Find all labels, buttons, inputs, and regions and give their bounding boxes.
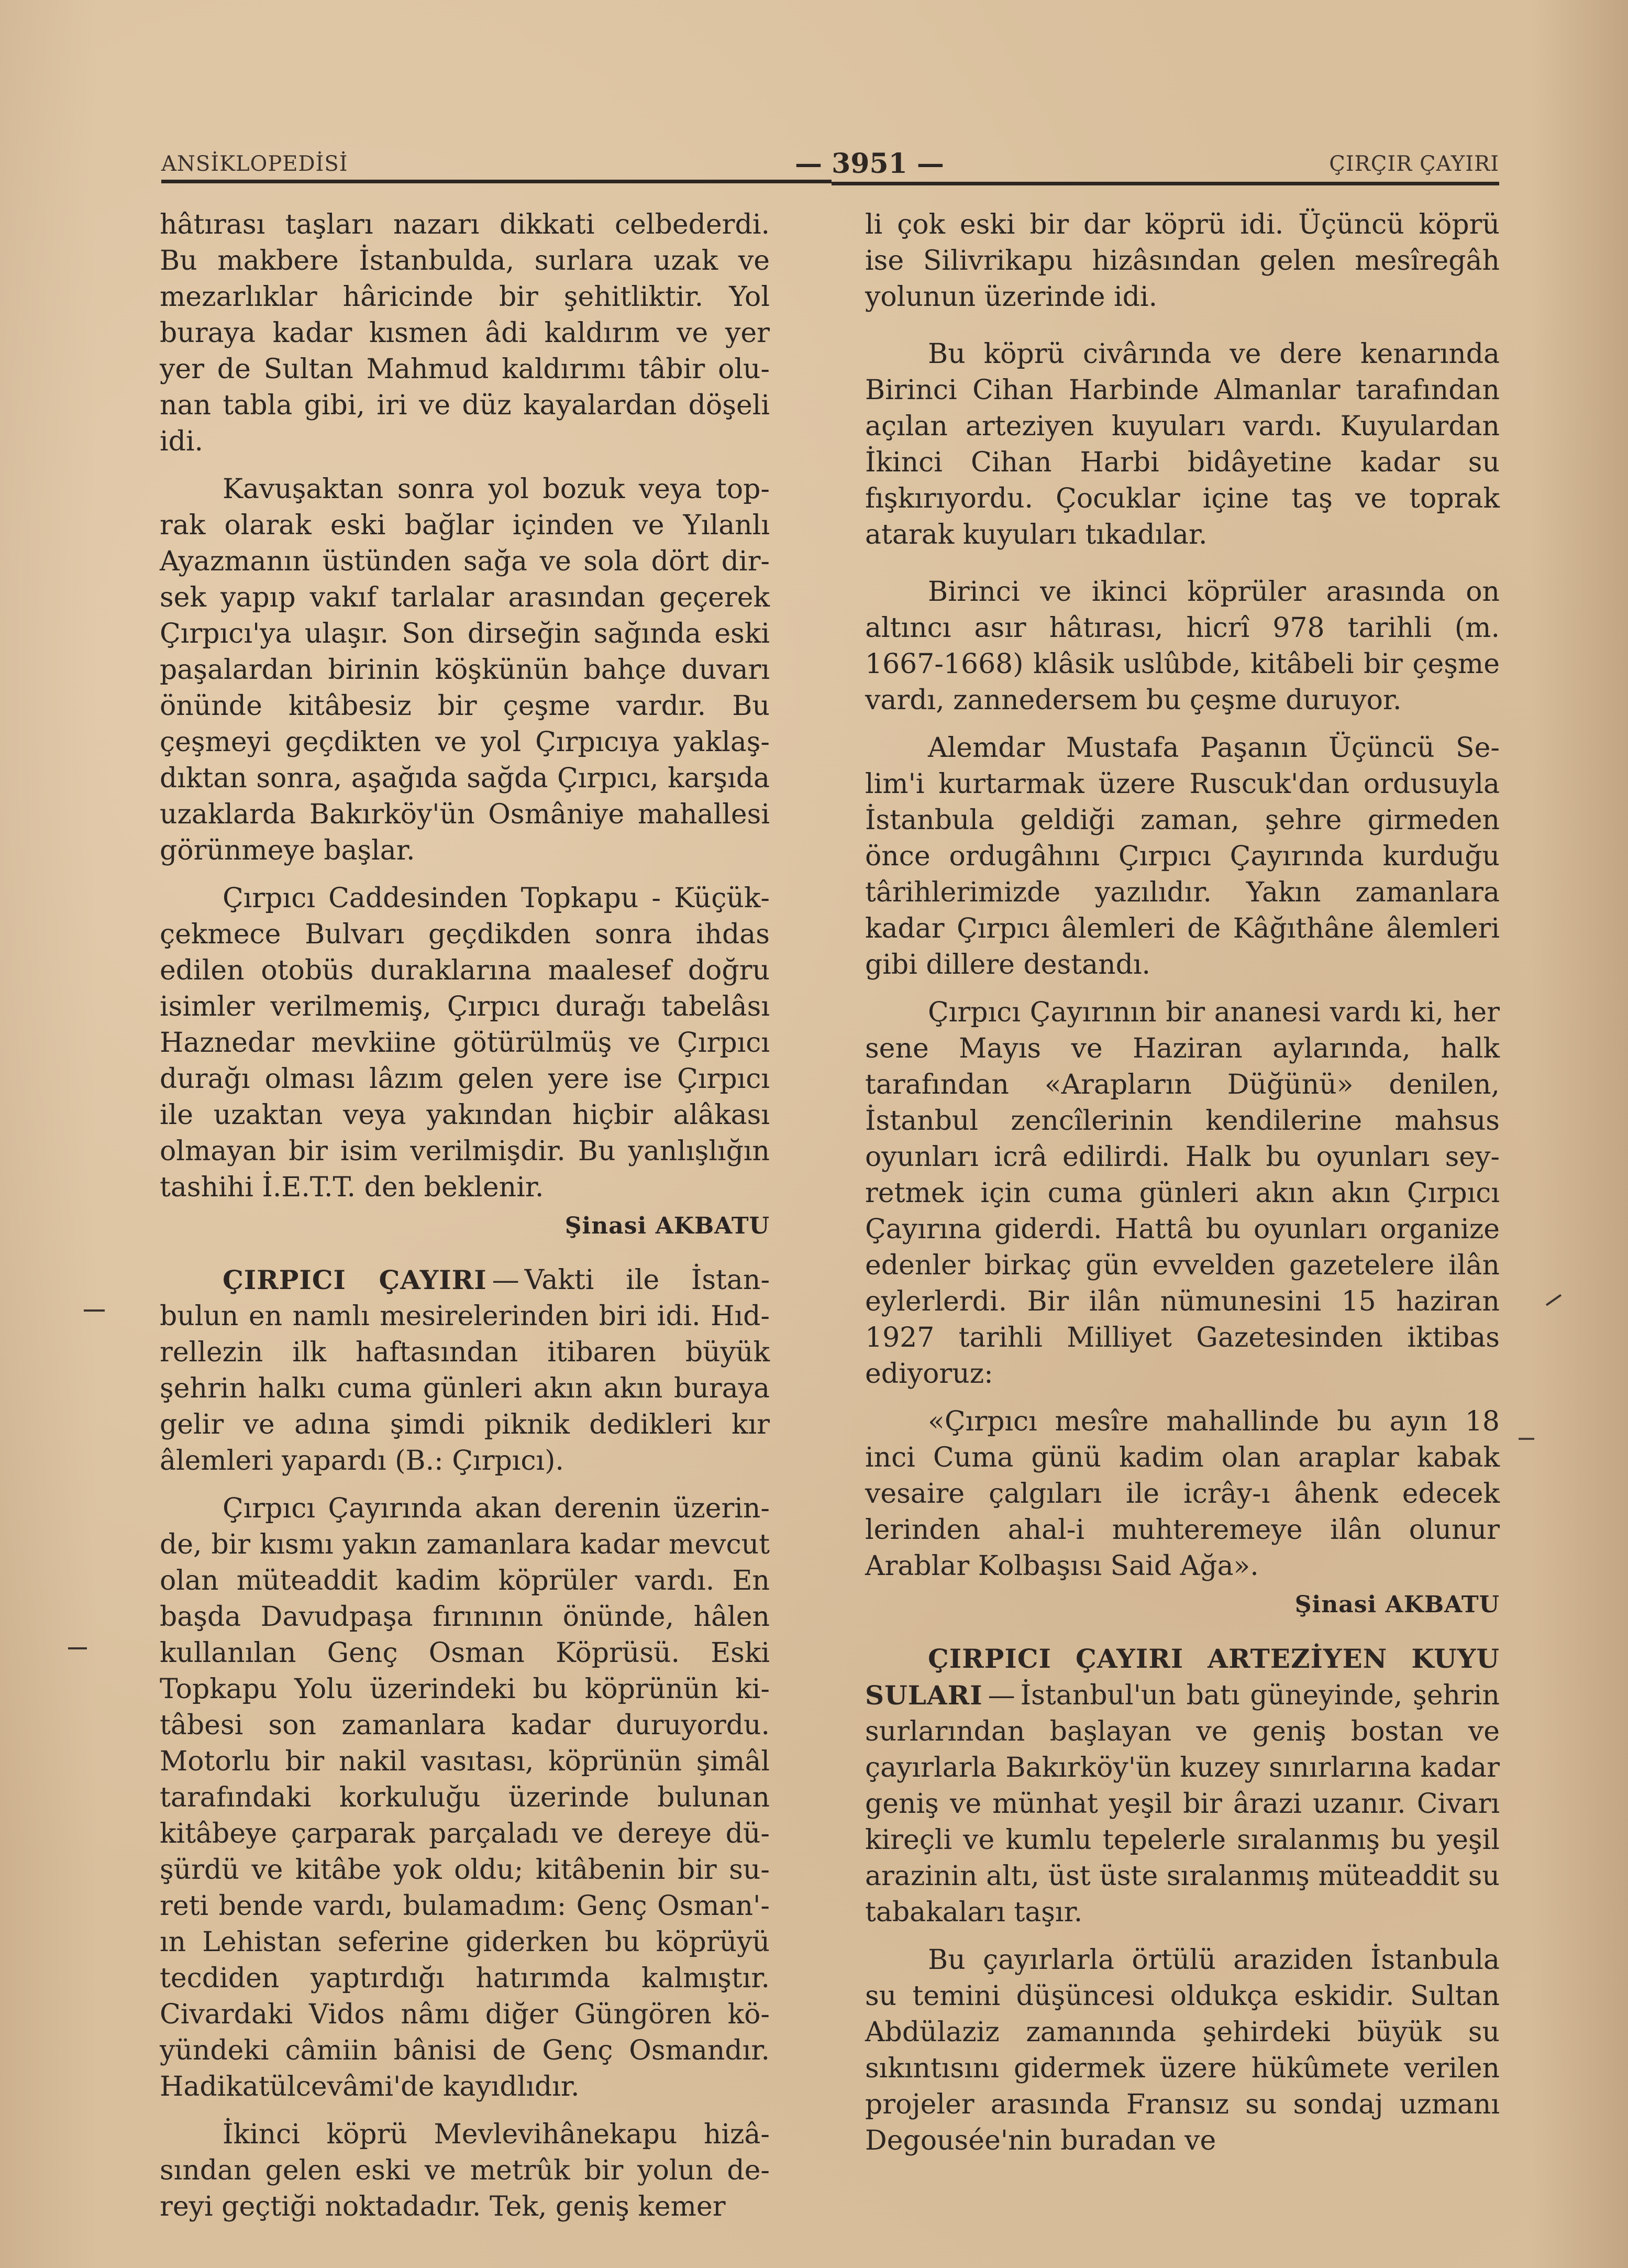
running-head xyxy=(161,148,1499,184)
paragraph: Kavuşaktan sonra yol bozuk veya toprak olarak eski bağlar içinden ve Yılanlı Ayazmanın üstünden sağa ve sola dört dirsek yapıp vakıf tarlalar arasından geçerek Çırpıcı'ya ulaşır. Son dirseğin sağında eski paşalardan birinin köşkünün bahçe duvarı önünde kitâbesiz bir çeşme vardır. Bu çeşmeyi geçdikten ve yol Çırpıcıya yaklaşdıktan sonra, aşağıda sağda Çırpıcı, karşıda uzaklarda Bakırköy'ün Osmâniye mahallesi görünmeye başlar. xyxy=(160,474,770,866)
entry-dash: — xyxy=(988,1680,1015,1711)
running-head-entry: ÇIRÇIR ÇAYIRI xyxy=(1329,152,1499,176)
header-rule-left xyxy=(161,180,832,183)
running-head-title: ANSİKLOPEDİSİ xyxy=(161,152,348,176)
paragraph: Çırpıcı Çayırında akan derenin üzerinde, bir kısmı yakın zamanlara kadar mevcut olan müteaddit kadim köprüler vardı. En başda Davudpaşa fırınının önünde, hâlen kullanılan Genç Osman Köprüsü. Eski Topkapu Yolu üzerindeki bu köprünün kitâbesi son zamanlara kadar duruyordu. Motorlu bir nakil vasıtası, köprünün şimâl tarafındaki korkuluğu üzerinde bulunan kitâbeye çarparak parçaladı ve dereye düşürdü ve kitâbe yok oldu; kitâbenin bir sureti bende vardı, bulamadım: Genç Osman'ın Lehistan seferine giderken bu köprüyü tecdiden yaptırdığı hatırımda kalmıştır. Civardaki Vidos nâmı diğer Güngören köyündeki câmiin bânisi de Genç Osmandır. Hadikatülcevâmi'de kayıdlıdır. xyxy=(160,1493,770,2102)
paragraph: hâtırası taşları nazarı dikkati celbederdi. Bu makbere İstanbulda, surlara uzak ve mezarlıklar hâricinde bir şehitliktir. Yol buraya kadar kısmen âdi kaldırım ve yer yer de Sultan Mahmud kaldırımı tâbir olunan tabla gibi, iri ve düz kayalardan döşeli idi. xyxy=(160,209,770,457)
paragraph: Birinci ve ikinci köprüler arasında on altıncı asır hâtırası, hicrî 978 tarihli (m. 1667-1668) klâsik uslûbde, kitâbeli bir çeşme vardı, zannedersem bu çeşme duruyor. xyxy=(865,576,1500,716)
paragraph: Bu çayırlarla örtülü araziden İstanbula su temini düşüncesi oldukça eskidir. Sultan Abdülaziz zamanında şehirdeki büyük su sıkıntısını gidermek üzere hükûmete verilen projeler arasında Fransız su sondaj uzmanı Degousée'nin buradan ve xyxy=(865,1944,1500,2156)
margin-pencil-mark xyxy=(1519,1438,1534,1440)
header-rule-right xyxy=(832,182,1499,185)
entry-dash: — xyxy=(492,1264,519,1296)
paragraph: li çok eski bir dar köprü idi. Üçüncü köprü ise Silivrikapu hizâsından gelen mesîregâh yolunun üzerinde idi. xyxy=(865,209,1500,313)
entry-paragraph xyxy=(865,1641,1500,1931)
margin-pencil-mark xyxy=(84,1309,105,1312)
margin-pencil-mark xyxy=(68,1647,87,1649)
paragraph: Bu köprü civârında ve dere kenarında Birinci Cihan Harbinde Almanlar tarafından açılan arteziyen kuyuları vardı. Kuyulardan İkinci Cihan Harbi bidâyetine kadar su fışkırıyordu. Çocuklar içine taş ve toprak atarak kuyuları tıkadılar. xyxy=(865,338,1500,551)
paragraph: İkinci köprü Mevlevihânekapu hizâsından gelen eski ve metrûk bir yolun dereyi geçtiği noktadadır. Tek, geniş kemer xyxy=(160,2119,770,2222)
margin-pencil-mark xyxy=(1546,1294,1561,1306)
entry-text: Vakti ile İstanbulun en namlı mesirelerinden biri idi. Hıdrellezin ilk haftasından itibaren büyük şehrin halkı cuma günleri akın akın buraya gelir ve adına şimdi piknik dedikleri kır âlemleri yapardı (B.: Çırpıcı). xyxy=(160,1264,770,1477)
entry-title: ÇIRPICI ÇAYIRI xyxy=(223,1264,487,1295)
paragraph: Çırpıcı Caddesinden Topkapu - Küçükçekmece Bulvarı geçdikden sonra ihdas edilen otobüs duraklarına maalesef doğru isimler verilmemiş, Çırpıcı durağı tabelâsı Haznedar mevkiine götürülmüş ve Çırpıcı durağı olması lâzım gelen yere ise Çırpıcı ile uzaktan veya yakından hiçbir alâkası olmayan bir isim verilmişdir. Bu yanlışlığın tashihi İ.E.T.T. den beklenir. xyxy=(160,883,770,1203)
entry-text: İstanbul'un batı güneyinde, şehrin surlarından başlayan ve geniş bostan ve çayırlarla Bakırköy'ün kuzey sınırlarına kadar geniş ve münhat yeşil bir ârazi uzanır. Civarı kireçli ve kumlu tepelerle sıralanmış bu yeşil arazinin altı, üst üste sıralanmış müteaddit su tabakaları taşır. xyxy=(865,1680,1500,1928)
entry-title: ÇIRPICI ÇAYIRI ARTEZİYEN KUYU SULARI xyxy=(865,1643,1500,1711)
author-signature: Şinasi AKBATU xyxy=(1294,1591,1500,1618)
quoted-notice: «Çırpıcı mesîre mahallinde bu ayın 18 inci Cuma günü kadim olan araplar kabak vesaire çalgıları ile icrây-ı âhenk edecek lerinden ahal-i muhteremeye ilân olunur Arablar Kolbaşısı Said Ağa». xyxy=(865,1406,1500,1582)
paragraph: Alemdar Mustafa Paşanın Üçüncü Selim'i kurtarmak üzere Ruscuk'dan ordusuyla İstanbula geldiği zaman, şehre girmeden önce ordugâhını Çırpıcı Çayırında kurduğu târihlerimizde yazılıdır. Yakın zamanlara kadar Çırpıcı âlemleri de Kâğıthâne âlemleri gibi dillere destandı. xyxy=(865,732,1500,981)
entry-paragraph xyxy=(160,1262,770,1479)
left-column xyxy=(160,207,770,2225)
page-number: — 3951 — xyxy=(795,148,944,180)
right-column xyxy=(865,207,1500,2159)
paragraph: Çırpıcı Çayırının bir ananesi vardı ki, her sene Mayıs ve Haziran aylarında, halk tarafından «Arapların Düğünü» denilen, İstanbul zencîlerinin kendilerine mahsus oyunları icrâ edilirdi. Halk bu oyunları seyretmek için cuma günleri akın akın Çırpıcı Çayırına giderdi. Hattâ bu oyunları organize edenler birkaç gün evvelden gazetelere ilân eylerlerdi. Bir ilân nümunesini 15 haziran 1927 tarihli Milliyet Gazetesinden iktibas ediyoruz: xyxy=(865,997,1500,1390)
author-signature: Şinasi AKBATU xyxy=(564,1213,770,1239)
